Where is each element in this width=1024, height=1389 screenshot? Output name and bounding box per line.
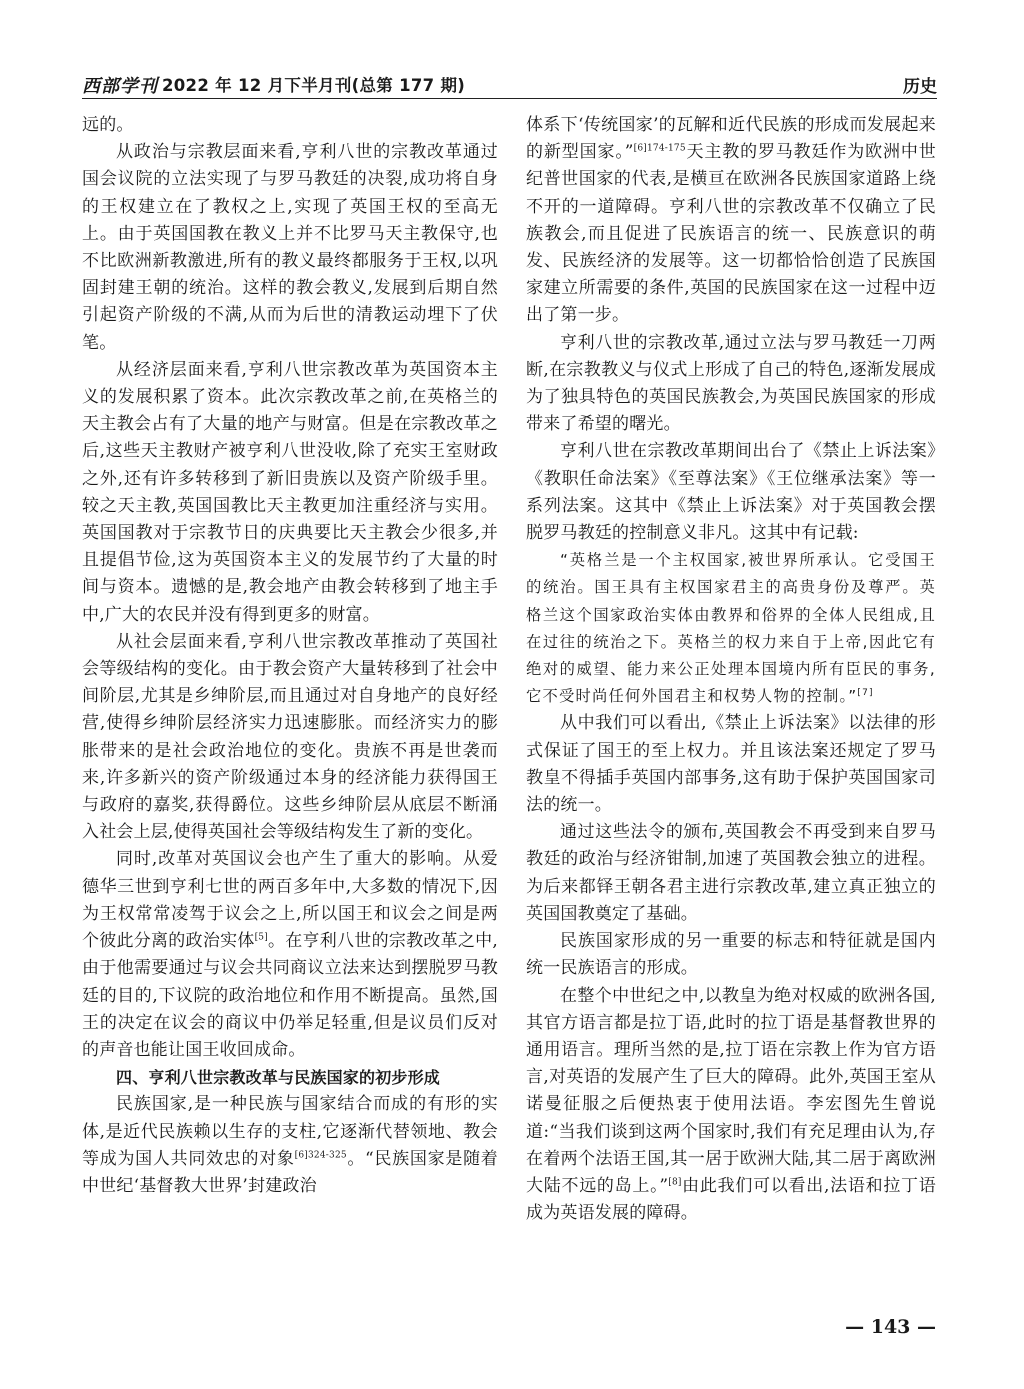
block-quote [526,547,936,710]
text-run: 天主教的罗马教廷作为欧洲中世纪普世国家的代表,是横亘在欧洲各民族国家道路上绕不开的一道障碍。亨利八世的宗教改革不仅确立了民族教会,而且促进了民族语言的统一、民族意识的萌发、民族经济的发展等。这一切都恰恰创造了民族国家建立所需要的条件,英国的民族国家在这一过程中迈出了第一步。 [526,142,936,326]
text-run: 。“民族国家是随着中世纪‘基督教大世界’封建政治 [82,1148,498,1196]
text-run: 由此我们可以看出,法语和拉丁语成为英语发展的障碍。 [526,1175,936,1224]
text-run: 在整个中世纪之中,以教皇为绝对权威的欧洲各国,其官方语言都是拉丁语,此时的拉丁语是基督教世界的通用语言。理所当然的是,拉丁语在宗教上作为官方语言,对英语的发展产生了巨大的障碍。此外,英国王室从诺曼征服之后便热衷于使用法语。李宏图先生曾说道:“当我们谈到这两个国家时,我们有充足理由认为,存在着两个法语王国,其一居于欧洲大陆,其二居于离欧洲大陆不远的岛上。” [526,985,936,1196]
citation: [6]174-175 [633,143,686,154]
left-column [82,112,498,1200]
page-number: — 143 — [845,1316,936,1338]
paragraph [526,983,936,1228]
paragraph: 通过这些法令的颁布,英国教会不再受到来自罗马教廷的政治与经济钳制,加速了英国教会独立的进程。为后来都铎王朝各君主进行宗教改革,建立真正独立的英国国教奠定了基础。 [526,822,936,924]
journal-logo: 西部学刊 [82,76,158,97]
section-heading: 四、亨利八世宗教改革与民族国家的初步形成 [116,1068,441,1088]
issue-info: 2022 年 12 月下半月刊(总第 177 期) [162,76,466,95]
paragraph: 亨利八世的宗教改革,通过立法与罗马教廷一刀两断,在宗教教义与仪式上形成了自己的特色,逐渐发展成为了独具特色的英国民族教会,为英国民族国家的形成带来了希望的曙光。 [526,332,936,435]
paragraph: 远的。 [82,115,134,135]
quote-text: “英格兰是一个主权国家,被世界所承认。它受国王的统治。国王具有主权国家君主的高贵身份及尊严。英格兰这个国家政治实体由教界和俗界的全体人民组成,且在过往的统治之下。英格兰的权力来自于上帝,因此它有绝对的威望、能力来公正处理本国境内所有臣民的事务,它不受时尚任何外国君主和权势人物的控制。” [526,551,936,706]
citation: [5] [254,932,268,943]
section-label: 历史 [903,77,937,97]
text-run: 。在亨利八世的宗教改革之中,由于他需要通过与议会共同商议立法来达到摆脱罗马教廷的目的,下议院的政治地位和作用不断提高。虽然,国王的决定在议会的商议中仍举足轻重,但是议员们反对的声音也能让国王收回成命。 [82,931,498,1060]
paragraph [526,112,936,330]
paragraph: 从中我们可以看出,《禁止上诉法案》以法律的形式保证了国王的至上权力。并且该法案还规定了罗马教皇不得插手英国内部事务,这有助于保护英国国家司法的统一。 [526,713,936,816]
paragraph: 亨利八世在宗教改革期间出台了《禁止上诉法案》《教职任命法案》《至尊法案》《王位继承法案》等一系列法案。这其中《禁止上诉法案》对于英国教会摆脱罗马教廷的控制意义非凡。这其中有记载: [526,441,936,544]
citation: [6]324-325 [294,1150,347,1161]
text-run: 同时,改革对英国议会也产生了重大的影响。从爱德华三世到亨利七世的两百多年中,大多数的情况下,因为王权常常凌驾于议会之上,所以国王和议会之间是两个彼此分离的政治实体 [82,849,498,952]
paragraph [82,1091,498,1200]
paragraph: 从经济层面来看,亨利八世宗教改革为英国资本主义的发展积累了资本。此次宗教改革之前,在英格兰的天主教会占有了大量的地产与财富。但是在宗教改革之后,这些天主教财产被亨利八世没收,除了充实王室财政之外,还有许多转移到了新旧贵族以及资产阶级手里。较之天主教,英国国教比天主教更加注重经济与实用。英国国教对于宗教节日的庆典要比天主教会少很多,并且提倡节俭,这为英国资本主义的发展节约了大量的时间与资本。遗憾的是,教会地产由教会转移到了地主手中,广大的农民并没有得到更多的财富。 [82,359,498,625]
header-rule [82,98,937,99]
text-run: 民族国家,是一种民族与国家结合而成的有形的实体,是近代民族赖以生存的支柱,它逐渐代替领地、教会等成为国人共同效忠的对象 [82,1094,498,1169]
citation: [8] [668,1177,682,1188]
right-column [526,112,936,1227]
text-run: 体系下‘传统国家’的瓦解和近代民族的形成而发展起来的新型国家。” [526,115,936,163]
citation: [7] [857,688,874,699]
paragraph: 从社会层面来看,亨利八世宗教改革推动了英国社会等级结构的变化。由于教会资产大量转移到了社会中间阶层,尤其是乡绅阶层,而且通过对自身地产的良好经营,使得乡绅阶层经济实力迅速膨胀。而经济实力的膨胀带来的是社会政治地位的变化。贵族不再是世袭而来,许多新兴的资产阶级通过本身的经济能力获得国王与政府的嘉奖,获得爵位。这些乡绅阶层从底层不断涌入社会上层,使得英国社会等级结构发生了新的变化。 [82,631,498,843]
page-header [82,70,937,96]
paragraph: 民族国家形成的另一重要的标志和特征就是国内统一民族语言的形成。 [526,931,936,979]
paragraph: 从政治与宗教层面来看,亨利八世的宗教改革通过国会议院的立法实现了与罗马教廷的决裂,成功将自身的王权建立在了教权之上,实现了英国王权的至高无上。由于英国国教在教义上并不比罗马天主教保守,也不比欧洲新教激进,所有的教义最终都服务于王权,以巩固封建王朝的统治。这样的教会教义,发展到后期自然引起资产阶级的不满,从而为后世的清教运动埋下了伏笔。 [82,142,498,353]
paragraph [82,846,498,1064]
